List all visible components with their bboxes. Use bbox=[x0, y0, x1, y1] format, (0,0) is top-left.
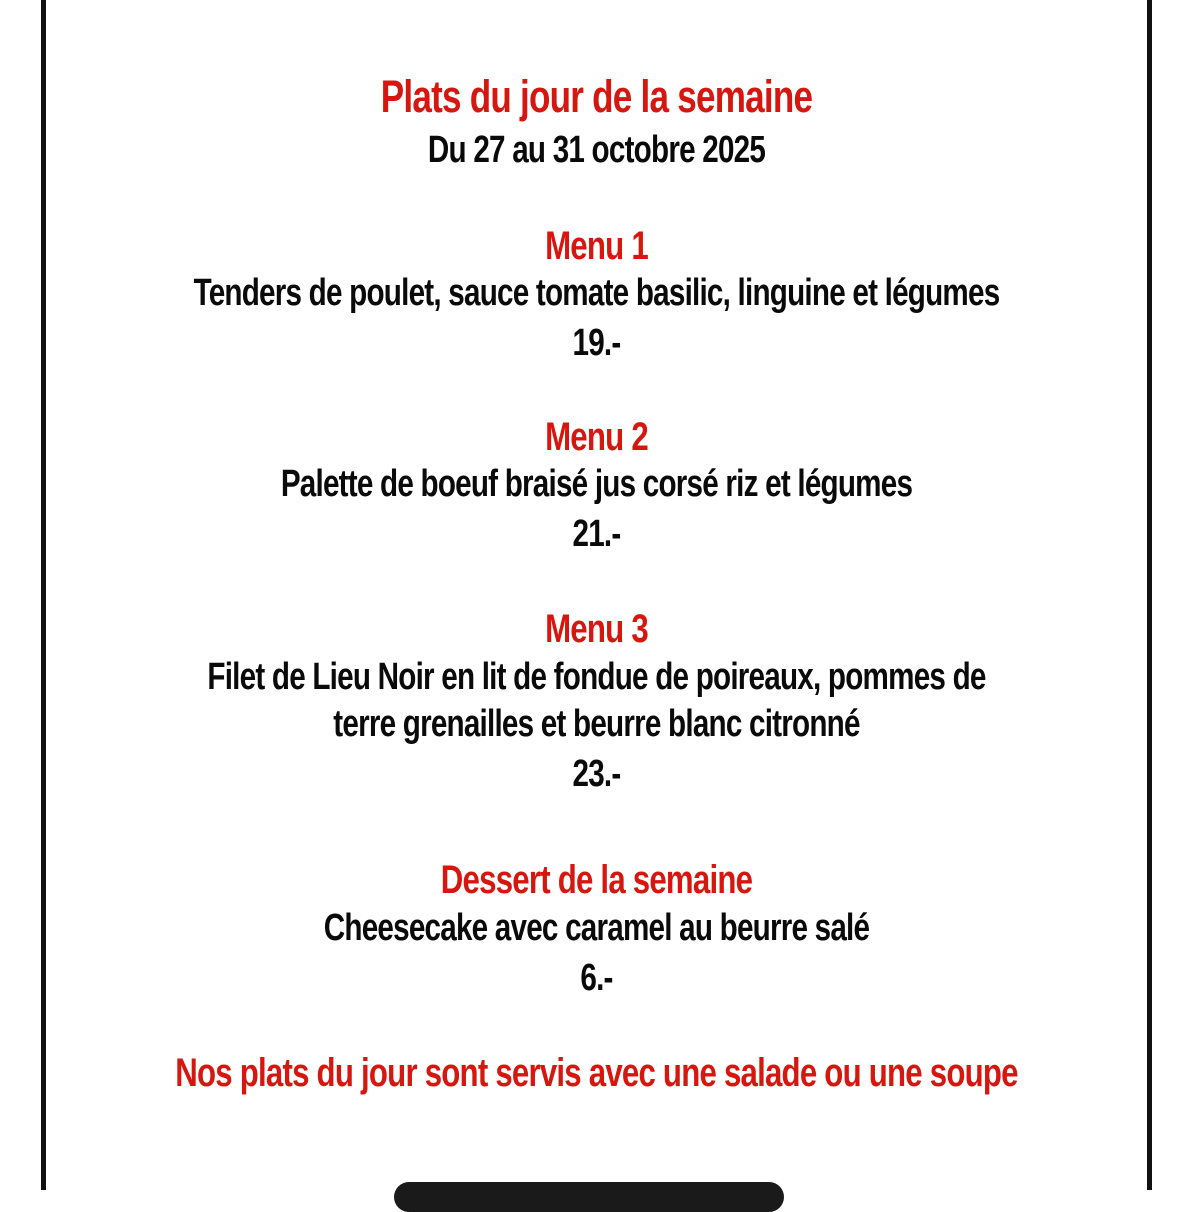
dessert-heading: Dessert de la semaine bbox=[440, 858, 753, 902]
menu-3-description-line-1: Filet de Lieu Noir en lit de fondue de poireaux, pommes de bbox=[207, 656, 986, 698]
menu-3-price: 23.- bbox=[572, 753, 621, 795]
menu-2-description: Palette de boeuf braisé jus corsé riz et légumes bbox=[280, 463, 913, 505]
menu-1-heading: Menu 1 bbox=[545, 224, 648, 268]
menu-1-description: Tenders de poulet, sauce tomate basilic, linguine et légumes bbox=[193, 272, 1000, 314]
right-border bbox=[1147, 0, 1152, 1190]
menu-1-price: 19.- bbox=[572, 322, 621, 364]
menu-2-heading: Menu 2 bbox=[545, 415, 648, 459]
page-title: Plats du jour de la semaine bbox=[380, 71, 813, 122]
bottom-bar[interactable] bbox=[394, 1182, 784, 1212]
menu-3-heading: Menu 3 bbox=[545, 607, 648, 651]
menu-2-price: 21.- bbox=[572, 513, 621, 555]
footer-note: Nos plats du jour sont servis avec une salade ou une soupe bbox=[175, 1051, 1018, 1095]
date-range: Du 27 au 31 octobre 2025 bbox=[427, 129, 766, 171]
menu-3-description-line-2: terre grenailles et beurre blanc citronné bbox=[333, 703, 860, 745]
dessert-description: Cheesecake avec caramel au beurre salé bbox=[323, 907, 870, 949]
daily-menu-card bbox=[46, 0, 1147, 1190]
dessert-price: 6.- bbox=[580, 957, 613, 999]
